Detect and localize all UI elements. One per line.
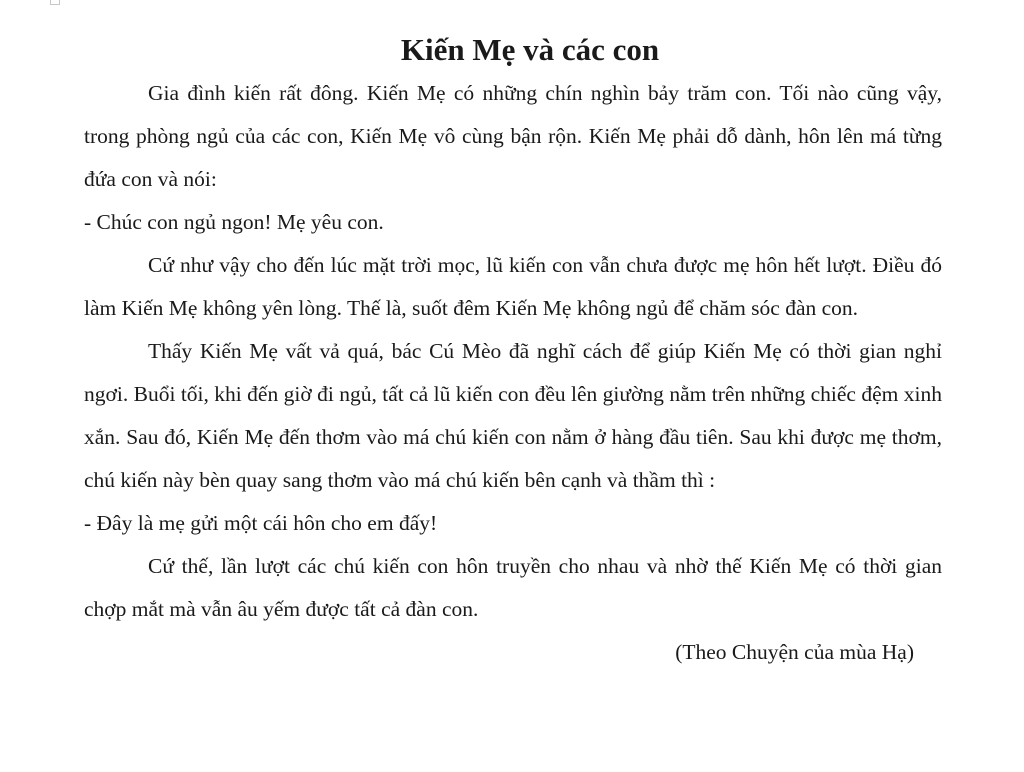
page-corner-mark — [50, 0, 60, 5]
paragraph-1: Gia đình kiến rất đông. Kiến Mẹ có những chín nghìn bảy trăm con. Tối nào cũng vậy, trong phòng ngủ của các con, Kiến Mẹ vô cùng bận rộn. Kiến Mẹ phải dỗ dành, hôn lên má từng đứa con và nói: — [84, 81, 942, 191]
document-page — [84, 28, 942, 674]
paragraph-2: Cứ như vậy cho đến lúc mặt trời mọc, lũ kiến con vẫn chưa được mẹ hôn hết lượt. Điều đó làm Kiến Mẹ không yên lòng. Thế là, suốt đêm Kiến Mẹ không ngủ để chăm sóc đàn con. — [84, 253, 942, 320]
dialog-line-2: - Đây là mẹ gửi một cái hôn cho em đấy! — [84, 511, 438, 535]
story-body — [84, 72, 942, 631]
story-source: (Theo Chuyện của mùa Hạ) — [675, 640, 914, 664]
story-title: Kiến Mẹ và các con — [400, 32, 660, 67]
paragraph-3: Thấy Kiến Mẹ vất vả quá, bác Cú Mèo đã nghĩ cách để giúp Kiến Mẹ có thời gian nghỉ ngơi. Buổi tối, khi đến giờ đi ngủ, tất cả lũ kiến con đều lên giường nằm trên những chiếc đệm xinh xắn. Sau đó, Kiến Mẹ đến thơm vào má chú kiến con nằm ở hàng đầu tiên. Sau khi được mẹ thơm, chú kiến này bèn quay sang thơm vào má chú kiến bên cạnh và thầm thì : — [84, 339, 942, 492]
dialog-line-1: - Chúc con ngủ ngon! Mẹ yêu con. — [84, 210, 384, 234]
paragraph-4: Cứ thế, lần lượt các chú kiến con hôn truyền cho nhau và nhờ thế Kiến Mẹ có thời gian chợp mắt mà vẫn âu yếm được tất cả đàn con. — [84, 554, 942, 621]
